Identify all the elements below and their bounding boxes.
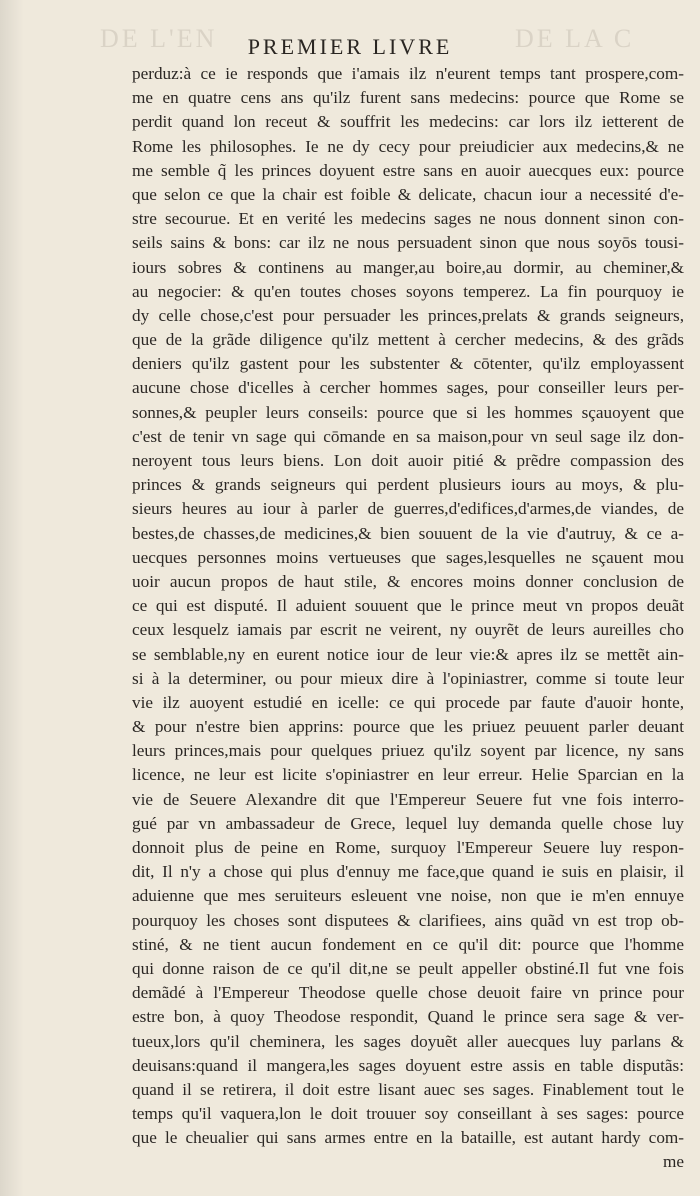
text-line: ceux lesquelz iamais par escrit ne veirent, ny ouyrẽt de leurs aureilles cho [132,620,684,640]
text-line: pourquoy les choses sont disputees & clarifiees, ains quãd vn est trop ob- [132,910,684,930]
gutter-shadow [0,0,24,1196]
text-line: vie ilz auoyent estudié en icelle: ce qui procede par faute d'auoir honte, [132,692,684,712]
text-line: si à la determiner, ou pour mieux dire à l'opiniastrer, comme si toute leur [132,668,684,688]
text-line: demãdé à l'Empereur Theodose quelle chose deuoit faire vn prince pour [132,983,684,1003]
text-line: me en quatre cens ans qu'ilz furent sans medecins: pource que Rome se [132,88,684,108]
text-line: sonnes,& peupler leurs conseils: pource que si les hommes sçauoyent que [132,402,684,422]
text-line: neroyent tous leurs biens. Lon doit auoir pitié & prẽdre compassion des [132,451,684,470]
bleed-through-left: DE L'EN [100,24,218,53]
text-line: princes & grands seigneurs qui perdent plusieurs iours au moys, & plu- [132,475,684,495]
bleed-through-right: DE LA C [515,24,635,53]
text-line: aduienne que mes seruiteurs esleuent vne noise, non que ie m'en ennuye [132,886,684,906]
text-line: ce qui est disputé. Il aduient souuent que le prince meut vn propos deuãt [132,596,684,616]
text-line: tueux,lors qu'il cheminera, les sages doyuẽt aller auecques luy parlans & [132,1031,684,1051]
text-line: estre bon, à quoy Theodose respondit, Quand le prince sera sage & ver- [132,1007,684,1027]
running-head: PREMIER LIVRE [247,34,453,59]
text-line: iours sobres & continens au manger,au boire,au dormir, au cheminer,& [132,257,684,277]
text-line: stiné, & ne tient aucun fondement en ce qu'il dit: pource que l'homme [132,934,684,954]
text-line: leurs princes,mais pour quelques priuez qu'ilz soyent par licence, ny sans [132,741,684,761]
text-line: uecques personnes moins vertueuses que sages,lesquelles ne sçauent mou [132,547,684,567]
text-line: qui donne raison de ce qu'il dit,ne se peult appeller obstiné.Il fut vne fois [132,958,684,978]
text-line: aucune chose d'icelles à cercher hommes sages, pour conseiller leurs per- [132,378,684,398]
text-line: perdit quand lon receut & souffrit les medecins: car lors ilz ietterent de [132,112,684,132]
text-line: que de la grãde diligence qu'ilz mettent à cercher medecins, & des grãds [132,330,684,350]
text-line: c'est de tenir vn sage qui cōmande en sa maison,pour vn seul sage ilz don- [132,426,684,446]
text-line: donnoit plus de peine en Rome, surquoy l'Empereur Seuere luy respon- [132,838,684,857]
text-line: vie de Seuere Alexandre dit que l'Empereur Seuere fut vne fois interro- [132,789,684,809]
text-line: dit, Il n'y a chose qui plus d'ennuy me face,que quand ie suis en plaisir, il [132,862,684,882]
text-line: me [663,1152,684,1172]
text-line: uoir aucun propos de haut stile, & encores moins donner conclusion de [132,571,684,591]
text-line: gué par vn ambassadeur de Grece, lequel luy demanda quelle chose luy [132,813,684,833]
text-line: & pour n'estre bien apprins: pource que les priuez peuuent parler deuant [132,717,684,737]
text-line: quand il se retirera, il doit estre lisant auec ses sages. Finablement tout le [132,1079,684,1099]
text-line: se semblable,ny en eurent notice iour de leur vie:& apres ilz se mettẽt ain- [132,644,684,664]
text-line: bestes,de chasses,de medicines,& bien souuent de la vie d'autruy, & ce a- [132,523,684,543]
text-line: perduz:à ce ie responds que i'amais ilz n'eurent temps tant prospere,com- [132,64,684,83]
text-line: Rome les philosophes. Ie ne dy cecy pour preiudicier aux medecins,& ne [132,136,684,156]
text-line: que selon ce que la chair est foible & delicate, chacun iour a necessité d'e- [132,184,684,204]
body-text [132,62,684,1175]
text-line: stre secourue. Et en verité les medecins sages ne nous donnent sinon con- [132,209,684,229]
text-line: temps qu'il vaquera,lon le doit trouuer soy conseillant à ses sages: pource [132,1104,684,1124]
text-line: sieurs heures au iour à parler de guerres,d'edifices,d'armes,de viandes, de [132,499,684,519]
text-line: seils sains & bons: car ilz ne nous persuadent sinon que nous soyōs tousi- [132,233,684,253]
text-line: deuisans:quand il mangera,les sages doyuent estre assis en table disputãs: [132,1055,684,1075]
text-line: au negocier: & qu'en toutes choses soyons temperez. La fin pourquoy ie [132,281,684,301]
text-line: licence, ne leur est licite s'opiniastrer en leur erreur. Helie Sparcian en la [132,765,684,785]
text-line: que le cheualier qui sans armes entre en la bataille, est autant hardy com- [132,1128,684,1148]
text-line: me semble q̃ les princes doyuent estre sans en auoir auecques eux: pource [132,160,684,180]
text-line: dy celle chose,c'est pour persuader les princes,prelats & grands seigneurs, [132,305,684,325]
text-line: deniers qu'ilz gastent pour les substenter & cōtenter, qu'ilz employassent [132,354,684,374]
